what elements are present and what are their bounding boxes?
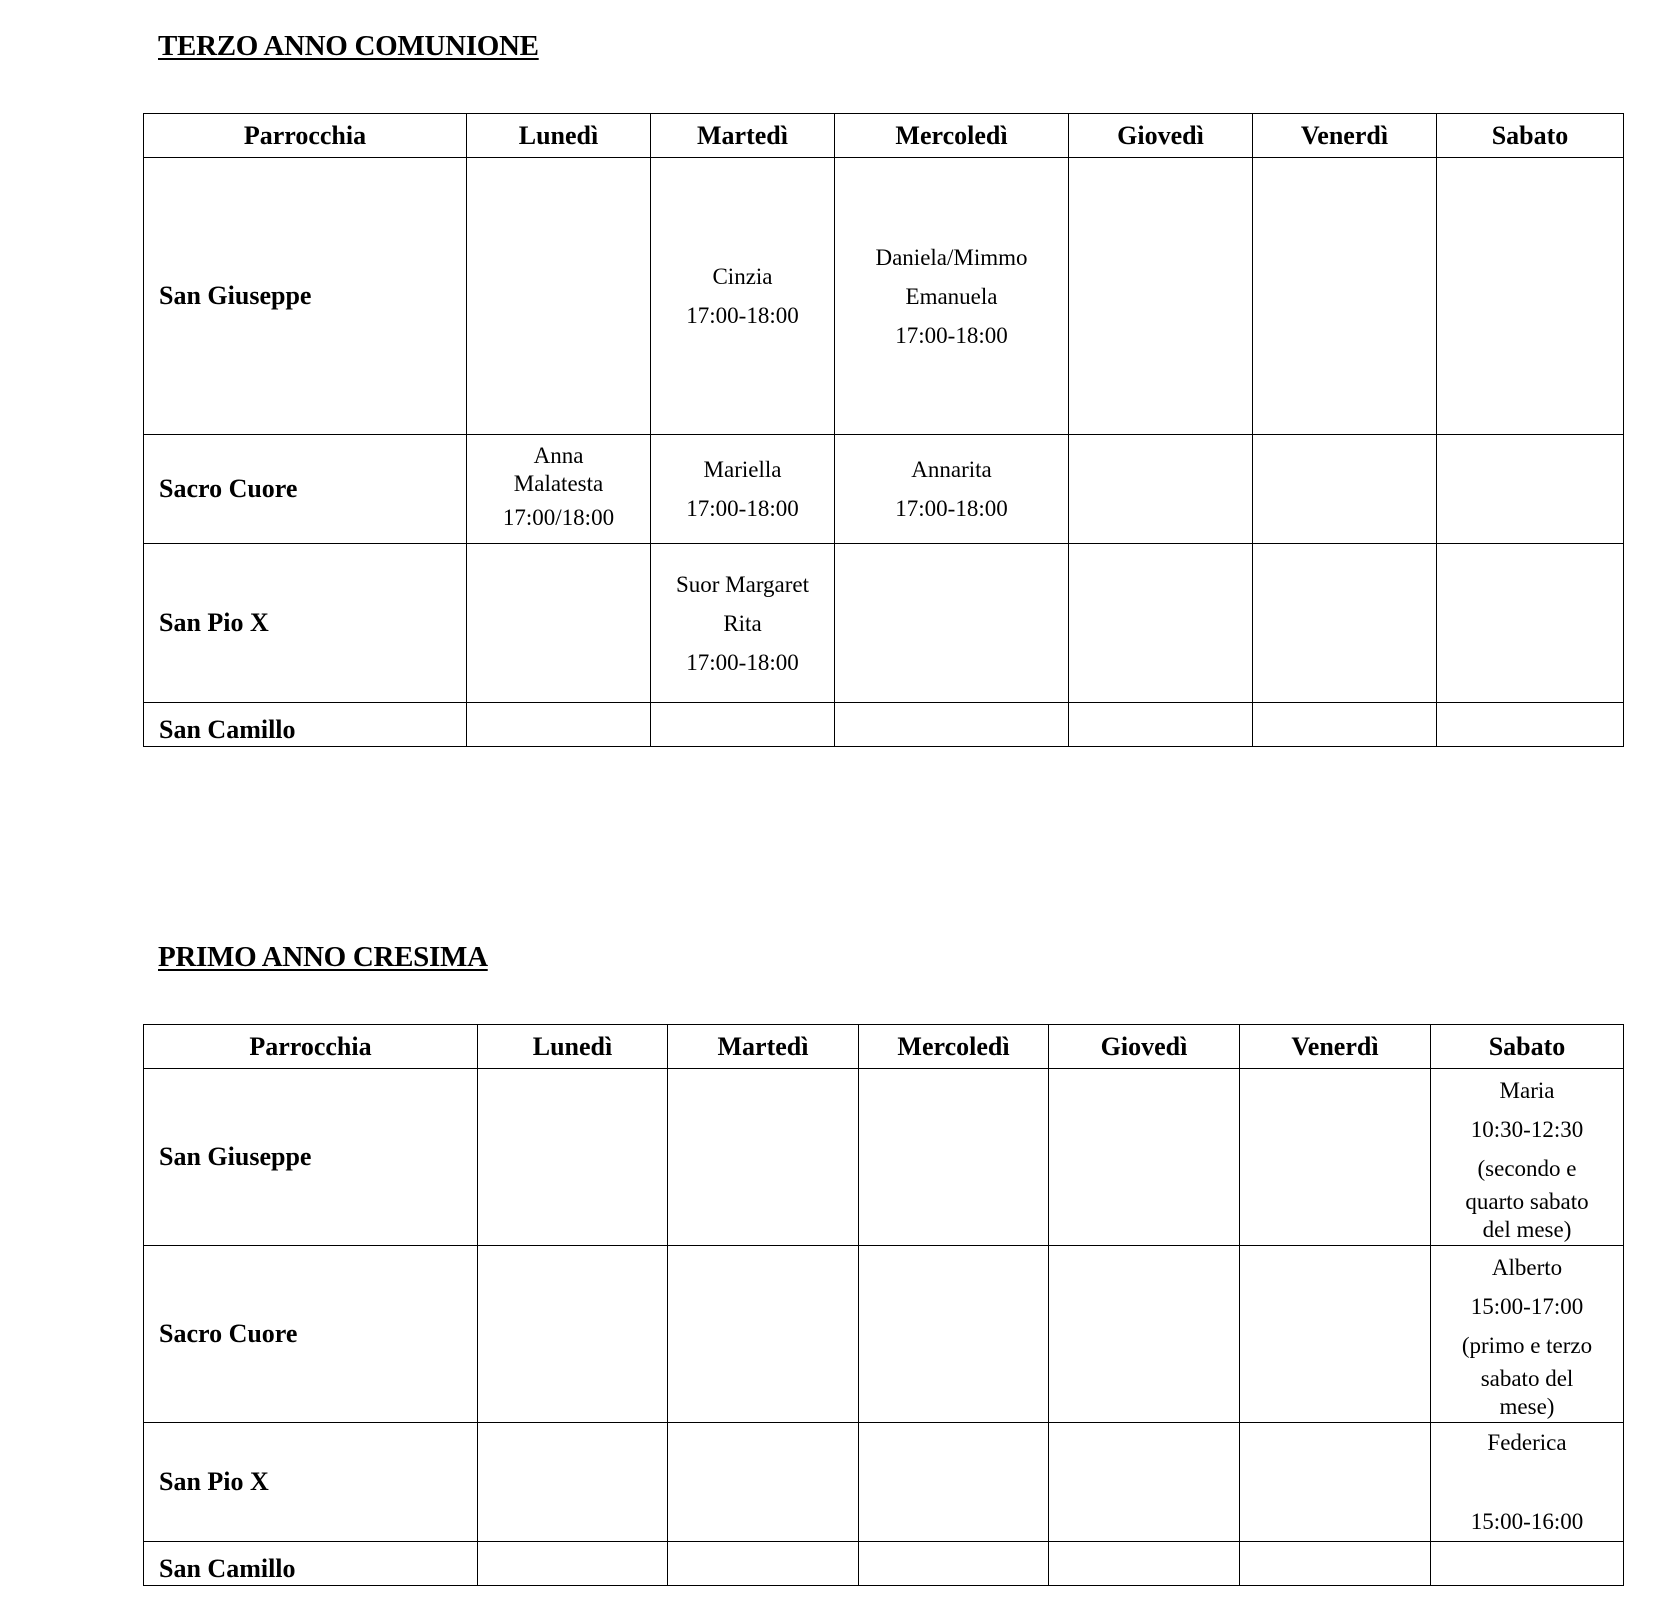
schedule-cell [859, 1246, 1049, 1423]
schedule-cell [1240, 1423, 1431, 1542]
cell-line: (secondo e [1477, 1155, 1577, 1181]
schedule-cell [668, 1542, 859, 1586]
schedule-cell [1437, 435, 1624, 544]
cell-line: 17:00-18:00 [895, 496, 1008, 521]
header-row [144, 1025, 1624, 1069]
cell-line: 10:30-12:30 [1470, 1116, 1584, 1142]
spacer [1431, 1462, 1623, 1502]
schedule-cell [859, 1542, 1049, 1586]
column-header: Sabato [1431, 1025, 1624, 1069]
table-row [144, 544, 1624, 703]
schedule-cell [1240, 1246, 1431, 1423]
schedule-cell [478, 1069, 668, 1246]
schedule-cell [668, 1246, 859, 1423]
column-header: Venerdì [1253, 114, 1437, 158]
column-header: Giovedì [1069, 114, 1253, 158]
schedule-cell [835, 435, 1069, 544]
schedule-cell [651, 435, 835, 544]
column-header: Martedì [668, 1025, 859, 1069]
schedule-cell [1049, 1423, 1240, 1542]
parish-name: San Camillo [144, 1542, 478, 1586]
schedule-cell [859, 1069, 1049, 1246]
cell-line: mese) [1499, 1393, 1555, 1419]
column-header: Martedì [651, 114, 835, 158]
column-header: Mercoledì [835, 114, 1069, 158]
cell-line: 17:00-18:00 [686, 496, 799, 521]
cell-line: 17:00-18:00 [895, 322, 1008, 348]
schedule-cell [859, 1423, 1049, 1542]
schedule-cell [1431, 1423, 1624, 1542]
cell-line: del mese) [1482, 1216, 1572, 1242]
cell-line: Maria [1499, 1077, 1555, 1103]
cell-line: Alberto [1491, 1254, 1563, 1280]
schedule-cell [651, 703, 835, 747]
cell-line: 15:00-17:00 [1470, 1293, 1584, 1319]
schedule-cell [1253, 435, 1437, 544]
cell-line: 17:00-18:00 [686, 649, 799, 675]
column-header: Mercoledì [859, 1025, 1049, 1069]
cell-line: 15:00-16:00 [1470, 1509, 1584, 1534]
schedule-cell [478, 1423, 668, 1542]
schedule-cell [651, 544, 835, 703]
column-header: Lunedì [467, 114, 651, 158]
column-header: Venerdì [1240, 1025, 1431, 1069]
cell-line: Rita [723, 610, 762, 636]
schedule-cell [1437, 158, 1624, 435]
column-header: Parrocchia [144, 114, 467, 158]
schedule-cell [651, 158, 835, 435]
cell-line: 17:00-18:00 [686, 303, 799, 328]
cell-line: Federica [1487, 1430, 1567, 1455]
table-row [144, 1423, 1624, 1542]
schedule-cell [467, 435, 651, 544]
parish-name: San Pio X [144, 544, 467, 703]
schedule-cell [1253, 158, 1437, 435]
parish-name: San Giuseppe [144, 1069, 478, 1246]
table-row [144, 158, 1624, 435]
parish-name: Sacro Cuore [144, 1246, 478, 1423]
table-row [144, 435, 1624, 544]
parish-name: San Giuseppe [144, 158, 467, 435]
schedule-table-primo-anno-cresima [143, 1024, 1624, 1586]
schedule-cell [835, 703, 1069, 747]
schedule-cell [1240, 1069, 1431, 1246]
section-title: PRIMO ANNO CRESIMA [158, 941, 488, 973]
cell-line: quarto sabato [1465, 1188, 1589, 1214]
table-row [144, 1246, 1624, 1423]
schedule-cell [1253, 703, 1437, 747]
column-header: Giovedì [1049, 1025, 1240, 1069]
schedule-cell [1049, 1542, 1240, 1586]
schedule-cell [668, 1069, 859, 1246]
parish-name: Sacro Cuore [144, 435, 467, 544]
schedule-cell [1069, 158, 1253, 435]
cell-line: 17:00/18:00 [502, 504, 615, 530]
cell-line: (primo e terzo [1461, 1332, 1593, 1358]
schedule-cell [668, 1423, 859, 1542]
schedule-cell [467, 703, 651, 747]
schedule-cell [1431, 1069, 1624, 1246]
schedule-cell [1253, 544, 1437, 703]
schedule-cell [1431, 1542, 1624, 1586]
schedule-cell [835, 158, 1069, 435]
schedule-cell [835, 544, 1069, 703]
schedule-table-terzo-anno-comunione [143, 113, 1624, 747]
column-header: Sabato [1437, 114, 1624, 158]
cell-line: Emanuela [905, 283, 998, 309]
schedule-cell [1069, 703, 1253, 747]
column-header: Lunedì [478, 1025, 668, 1069]
schedule-cell [1437, 544, 1624, 703]
cell-line: Malatesta [513, 470, 604, 496]
schedule-cell [1437, 703, 1624, 747]
cell-line: Daniela/Mimmo [875, 244, 1028, 270]
header-row [144, 114, 1624, 158]
cell-line: Mariella [703, 457, 782, 482]
schedule-cell [478, 1246, 668, 1423]
cell-line: Annarita [911, 457, 992, 482]
cell-line: Anna [533, 442, 584, 468]
table-row [144, 1069, 1624, 1246]
schedule-cell [1049, 1069, 1240, 1246]
cell-line: Cinzia [712, 264, 773, 289]
cell-line: sabato del [1480, 1365, 1574, 1391]
column-header: Parrocchia [144, 1025, 478, 1069]
cell-line: Suor Margaret [675, 571, 810, 597]
schedule-cell [1431, 1246, 1624, 1423]
parish-name: San Pio X [144, 1423, 478, 1542]
schedule-cell [1049, 1246, 1240, 1423]
schedule-cell [1240, 1542, 1431, 1586]
schedule-cell [478, 1542, 668, 1586]
schedule-cell [1069, 544, 1253, 703]
table-row [144, 703, 1624, 747]
schedule-cell [1069, 435, 1253, 544]
table-row [144, 1542, 1624, 1586]
schedule-cell [467, 158, 651, 435]
section-title: TERZO ANNO COMUNIONE [158, 30, 539, 62]
parish-name: San Camillo [144, 703, 467, 747]
schedule-cell [467, 544, 651, 703]
